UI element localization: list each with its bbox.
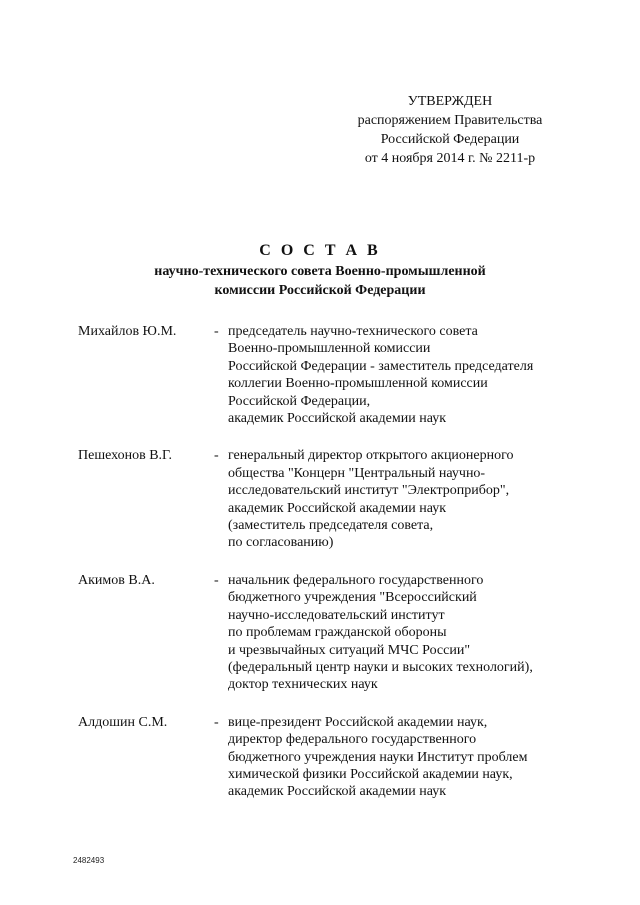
member-description-line: исследовательский институт "Электроприбор", [228, 483, 510, 499]
title-subtitle-line: научно-технического совета Военно-промышленной [154, 264, 486, 279]
document-title [0, 240, 640, 300]
member-description-line: Военно-промышленной комиссии [228, 341, 431, 357]
member-description-line: и чрезвычайных ситуаций МЧС России" [228, 642, 471, 658]
member-entry [0, 447, 640, 551]
member-dash: - [214, 324, 219, 339]
member-description-line: общества "Концерн "Центральный научно- [228, 465, 486, 481]
member-description-line: академик Российской академии наук [228, 411, 446, 427]
member-description-line: (федеральный центр науки и высоких технологий), [228, 659, 533, 675]
member-description [228, 323, 588, 427]
approval-stamp [340, 92, 560, 168]
member-description-line: вице-президент Российской академии наук, [228, 714, 488, 730]
member-description-line: по проблемам гражданской обороны [228, 625, 447, 641]
title-main: С О С Т А В [259, 242, 381, 259]
document-number: 2482493 [73, 856, 105, 865]
member-description-line: председатель научно-технического совета [228, 324, 478, 339]
member-dash: - [214, 572, 219, 588]
member-description-line: бюджетного учреждения науки Институт проблем [228, 749, 528, 765]
approval-date-line: от 4 ноября 2014 г. № 2211-р [364, 151, 536, 166]
member-description-line: бюджетного учреждения "Всероссийский [228, 590, 477, 606]
member-description-line: академик Российской академии наук [228, 500, 446, 516]
member-name: Алдошин С.М. [78, 714, 168, 730]
member-name: Акимов В.А. [78, 572, 155, 588]
member-description-line: (заместитель председателя совета, [228, 518, 434, 534]
member-description-line: коллегии Военно-промышленной комиссии [228, 376, 488, 392]
member-description-line: научно-исследовательский институт [228, 607, 445, 623]
member-entry [0, 572, 640, 694]
approval-line: Российской Федерации [380, 132, 520, 147]
member-description-line: начальник федерального государственного [228, 572, 484, 588]
approval-line: распоряжением Правительства [357, 113, 543, 128]
member-description-line: генеральный директор открытого акционерного [228, 448, 514, 464]
member-dash: - [214, 714, 219, 730]
approval-heading: УТВЕРЖДЕН [407, 94, 493, 109]
member-description-line: Российской Федерации, [228, 393, 371, 409]
member-description-line: по согласованию) [228, 535, 334, 551]
member-description [228, 447, 588, 551]
member-description-line: директор федерального государственного [228, 732, 477, 748]
member-name: Михайлов Ю.М. [78, 324, 177, 339]
member-entry [0, 714, 640, 801]
member-description-line: доктор технических наук [228, 677, 378, 693]
member-description-line: Российской Федерации - заместитель председателя [228, 358, 534, 374]
members-list [0, 323, 640, 801]
member-description-line: академик Российской академии наук [228, 784, 446, 800]
member-description [228, 572, 588, 694]
member-name: Пешехонов В.Г. [78, 448, 173, 464]
title-subtitle-line: комиссии Российской Федерации [214, 283, 426, 298]
member-description [228, 714, 588, 801]
member-entry [0, 323, 640, 427]
member-dash: - [214, 448, 219, 464]
member-description-line: химической физики Российской академии наук, [228, 766, 513, 782]
